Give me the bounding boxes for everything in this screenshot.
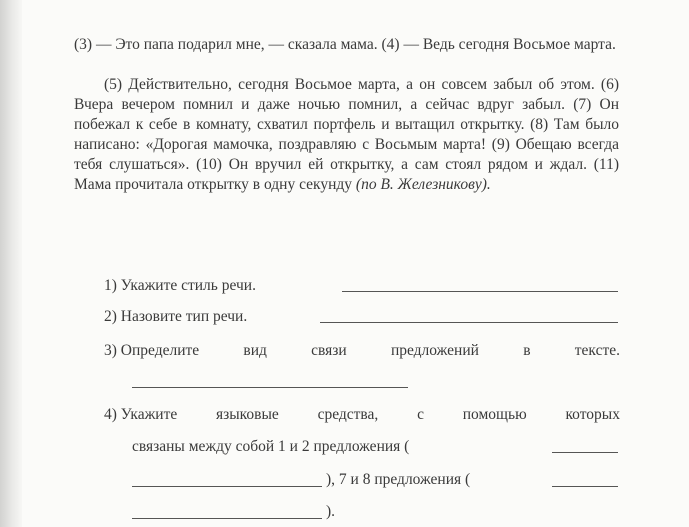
question-4-word: помощью bbox=[462, 406, 527, 423]
page-binding-edge bbox=[0, 0, 22, 527]
answer-blank-3[interactable] bbox=[132, 387, 408, 388]
answer-blank-4c[interactable] bbox=[552, 486, 618, 487]
question-3-word: предложений bbox=[390, 342, 479, 359]
question-3-word: тексте. bbox=[574, 342, 620, 359]
text-paragraph-2-body: (5) Действительно, сегодня Восьмое марта, а он совсем забыл об этом. (6) Вчера вечером помнил и даже ночью помнил, а сейчас вдруг забыл. (7) Он побежал к себе в комнату, схватил портфель и вытащил открытку. (8) Там было написано: «Дорогая мамочка, поздравляю с Восьмым марта! (9) Обещаю всегда тебя слушаться». (10) Он вручил ей открытку, а сам стоял рядом и ждал. (11) Мама прочитала открытку в одну секунду bbox=[74, 76, 619, 193]
question-4-line-4: ). bbox=[326, 503, 336, 520]
question-3 bbox=[104, 341, 620, 361]
question-4-word: 4) Укажите bbox=[104, 406, 178, 423]
answer-blank-4a[interactable] bbox=[552, 452, 618, 453]
question-4 bbox=[104, 405, 620, 425]
question-4-word: которых bbox=[565, 406, 620, 423]
question-1: 1) Укажите стиль речи. bbox=[104, 277, 256, 294]
question-4-word: языковые bbox=[216, 406, 279, 423]
text-paragraph-1: (3) — Это папа подарил мне, — сказала мама. (4) — Ведь сегодня Восьмое марта. bbox=[74, 36, 616, 53]
source-credit: (по В. Железникову). bbox=[355, 176, 491, 193]
question-4-word: средства, bbox=[317, 406, 379, 423]
question-4-line-2: связаны между собой 1 и 2 предложения ( bbox=[132, 438, 410, 455]
question-3-word: в bbox=[523, 342, 531, 359]
answer-blank-4b[interactable] bbox=[132, 486, 322, 487]
question-2: 2) Назовите тип речи. bbox=[104, 308, 248, 325]
text-paragraph-2 bbox=[74, 75, 619, 195]
question-4-line-3: ), 7 и 8 предложения ( bbox=[326, 471, 471, 488]
answer-blank-1[interactable] bbox=[342, 291, 618, 292]
answer-blank-4d[interactable] bbox=[132, 518, 322, 519]
question-3-word: вид bbox=[243, 342, 267, 359]
question-3-word: 3) Определите bbox=[104, 342, 200, 359]
answer-blank-2[interactable] bbox=[320, 322, 618, 323]
question-4-word: с bbox=[417, 406, 424, 423]
question-3-word: связи bbox=[311, 342, 347, 359]
